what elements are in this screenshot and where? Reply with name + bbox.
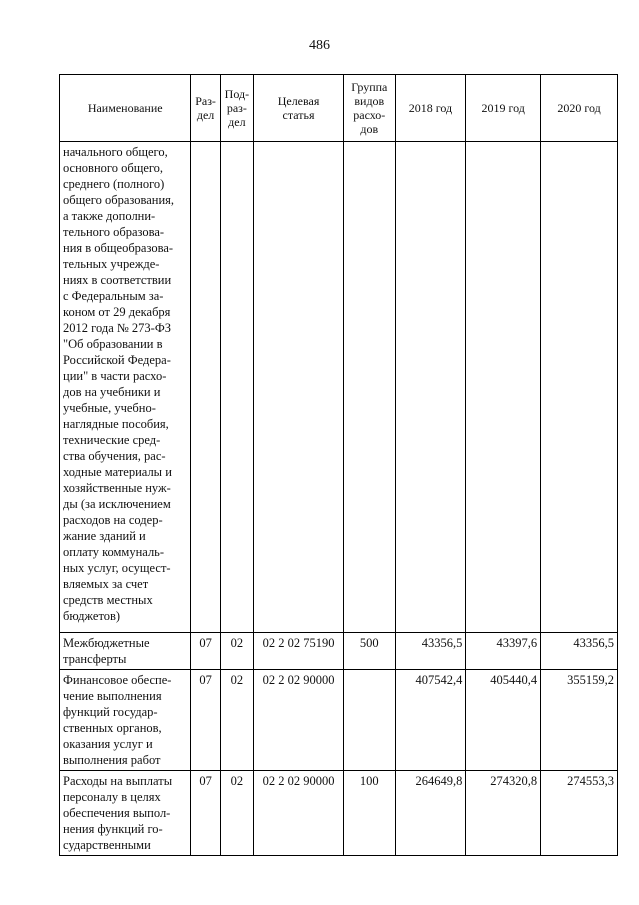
budget-table	[59, 74, 618, 856]
cell-2020: 43356,5	[541, 633, 618, 670]
cell-expense-group: 500	[344, 633, 396, 670]
cell-subsection: 02	[220, 633, 253, 670]
table-row	[60, 670, 618, 771]
cell-article	[254, 142, 344, 633]
header-subsection: Под- раз- дел	[220, 75, 253, 142]
cell-2019: 43397,6	[466, 633, 541, 670]
table-row	[60, 771, 618, 856]
cell-section: 07	[191, 670, 220, 771]
header-year-2020: 2020 год	[541, 75, 618, 142]
table-row	[60, 142, 618, 633]
cell-subsection	[220, 142, 253, 633]
cell-name: начального общего, основного общего, среднего (полного) общего образования, а также дополни- тельного образова- ния в общеобразова- тельных учрежде- ниях в соответствии с Федеральным за- коном от 29 декабря 2012 года № 273-ФЗ "Об образовании в Российской Федера- ции" в части расхо- дов на учебники и учебные, учебно- наглядные пособия, технические сред- ства обучения, рас- ходные материалы и хозяйственные нуж- ды (за исключением расходов на содер- жание зданий и оплату коммуналь- ных услуг, осущест- вляемых за счет средств местных бюджетов)	[60, 142, 191, 633]
cell-2018	[395, 142, 466, 633]
cell-2019	[466, 142, 541, 633]
cell-article: 02 2 02 90000	[254, 670, 344, 771]
table-header-row	[60, 75, 618, 142]
cell-subsection: 02	[220, 670, 253, 771]
cell-article: 02 2 02 75190	[254, 633, 344, 670]
cell-section: 07	[191, 771, 220, 856]
header-year-2019: 2019 год	[466, 75, 541, 142]
header-section: Раз- дел	[191, 75, 220, 142]
cell-expense-group	[344, 142, 396, 633]
header-year-2018: 2018 год	[395, 75, 466, 142]
cell-2020	[541, 142, 618, 633]
cell-2018: 43356,5	[395, 633, 466, 670]
cell-2020: 274553,3	[541, 771, 618, 856]
cell-section: 07	[191, 633, 220, 670]
header-name: Наименование	[60, 75, 191, 142]
cell-subsection: 02	[220, 771, 253, 856]
header-expense-group: Группа видов расхо- дов	[344, 75, 396, 142]
cell-2018: 407542,4	[395, 670, 466, 771]
header-target-article: Целевая статья	[254, 75, 344, 142]
cell-name: Финансовое обеспе- чение выполнения функций государ- ственных органов, оказания услуг и выполнения работ	[60, 670, 191, 771]
cell-expense-group: 100	[344, 771, 396, 856]
cell-2020: 355159,2	[541, 670, 618, 771]
page-number: 486	[309, 38, 330, 53]
table-row	[60, 633, 618, 670]
cell-2019: 405440,4	[466, 670, 541, 771]
cell-2018: 264649,8	[395, 771, 466, 856]
cell-name: Межбюджетные трансферты	[60, 633, 191, 670]
cell-name: Расходы на выплаты персоналу в целях обеспечения выпол- нения функций го- сударственными	[60, 771, 191, 856]
cell-2019: 274320,8	[466, 771, 541, 856]
cell-article: 02 2 02 90000	[254, 771, 344, 856]
cell-expense-group	[344, 670, 396, 771]
cell-section	[191, 142, 220, 633]
